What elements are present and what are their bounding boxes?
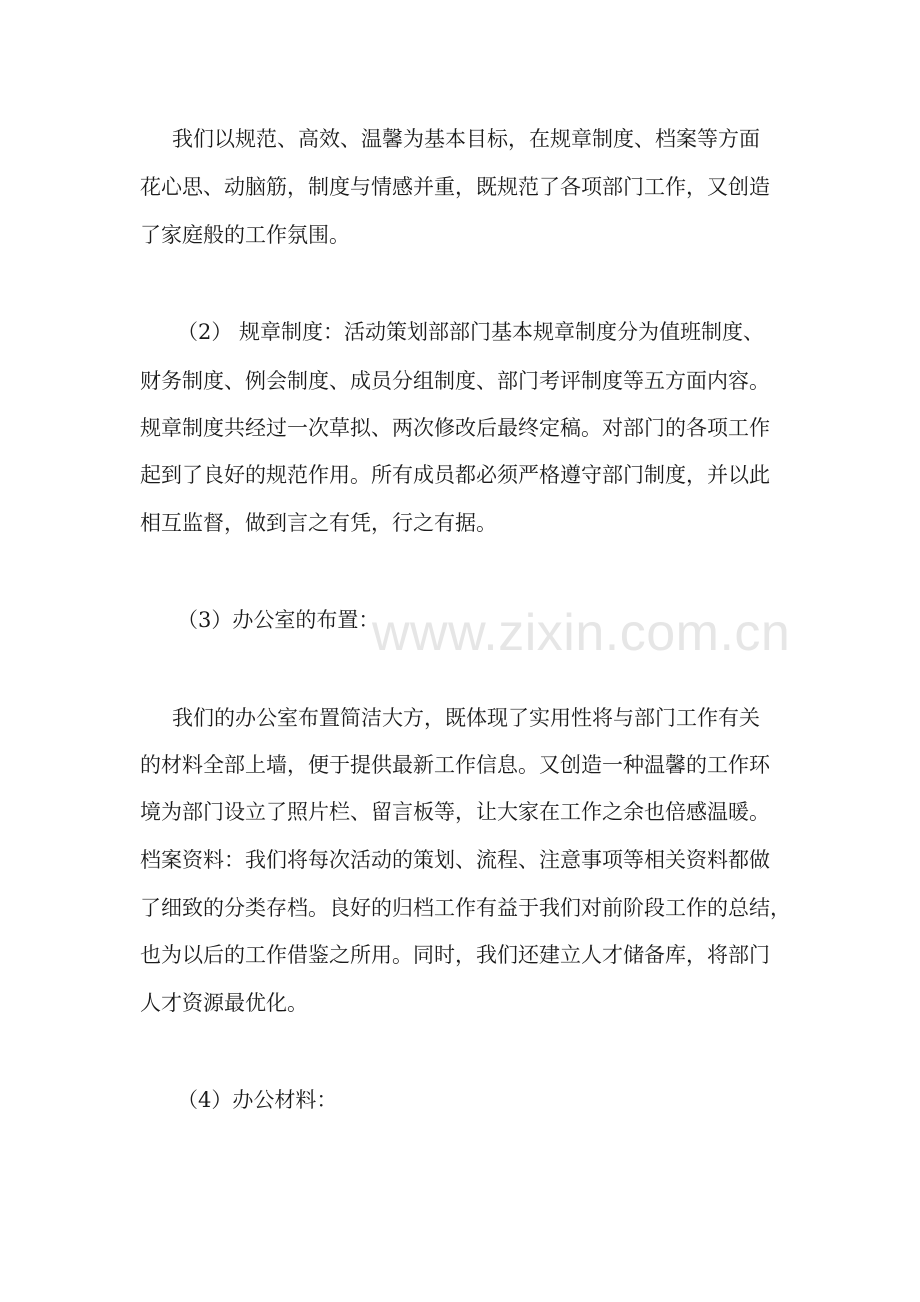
section-3-heading: （3）办公室的布置： xyxy=(177,608,380,632)
paragraph-line: 规章制度共经过一次草拟、两次修改后最终定稿。对部门的各项工作 xyxy=(140,416,770,440)
paragraph-line: 人才资源最优化。 xyxy=(140,991,308,1015)
paragraph-line: 的材料全部上墙，便于提供最新工作信息。又创造一种温馨的工作环 xyxy=(140,753,770,777)
watermark: www.zixin.com.cn xyxy=(372,604,791,662)
paragraph-line: 境为部门设立了照片栏、留言板等，让大家在工作之余也倍感温暖。 xyxy=(140,800,770,824)
paragraph-line: 财务制度、例会制度、成员分组制度、部门考评制度等五方面内容。 xyxy=(140,369,770,393)
paragraph-line: 档案资料：我们将每次活动的策划、流程、注意事项等相关资料都做 xyxy=(140,848,770,872)
paragraph-line: 我们的办公室布置简洁大方，既体现了实用性将与部门工作有关 xyxy=(172,706,760,730)
paragraph-line: 了细致的分类存档。良好的归档工作有益于我们对前阶段工作的总结， xyxy=(140,896,791,920)
paragraph-line: 相互监督，做到言之有凭，行之有据。 xyxy=(140,511,497,535)
paragraph-line: 起到了良好的规范作用。所有成员都必须严格遵守部门制度，并以此 xyxy=(140,463,770,487)
section-4-heading: （4）办公材料： xyxy=(177,1088,338,1112)
paragraph-line: 花心思、动脑筋，制度与情感并重，既规范了各项部门工作，又创造 xyxy=(140,175,770,199)
paragraph-line: 也为以后的工作借鉴之所用。同时，我们还建立人才储备库，将部门 xyxy=(140,943,770,967)
paragraph-line: （2） 规章制度：活动策划部部门基本规章制度分为值班制度、 xyxy=(177,320,765,344)
paragraph-line: 了家庭般的工作氛围。 xyxy=(140,223,350,247)
paragraph-line: 我们以规范、高效、温馨为基本目标，在规章制度、档案等方面 xyxy=(172,127,760,151)
